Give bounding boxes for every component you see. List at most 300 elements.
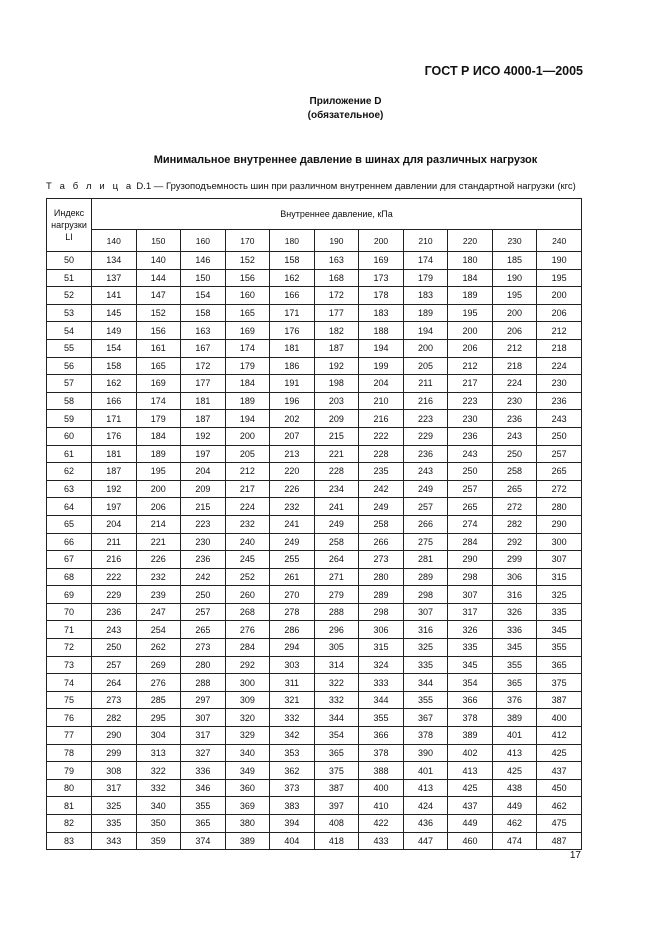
capacity-cell: 200 bbox=[537, 287, 582, 305]
capacity-cell: 282 bbox=[492, 515, 537, 533]
capacity-cell: 252 bbox=[225, 568, 270, 586]
capacity-cell: 173 bbox=[359, 269, 404, 287]
load-index-cell: 71 bbox=[47, 621, 92, 639]
capacity-cell: 292 bbox=[225, 656, 270, 674]
capacity-cell: 265 bbox=[181, 621, 226, 639]
capacity-cell: 179 bbox=[136, 410, 181, 428]
capacity-cell: 204 bbox=[359, 375, 404, 393]
capacity-cell: 344 bbox=[314, 709, 359, 727]
load-index-cell: 72 bbox=[47, 639, 92, 657]
capacity-cell: 345 bbox=[448, 656, 493, 674]
capacity-cell: 258 bbox=[314, 533, 359, 551]
capacity-cell: 232 bbox=[270, 498, 315, 516]
table-row bbox=[47, 815, 582, 833]
capacity-cell: 383 bbox=[270, 797, 315, 815]
capacity-cell: 373 bbox=[270, 779, 315, 797]
capacity-cell: 241 bbox=[270, 515, 315, 533]
capacity-cell: 224 bbox=[225, 498, 270, 516]
capacity-cell: 255 bbox=[270, 551, 315, 569]
capacity-cell: 141 bbox=[92, 287, 137, 305]
capacity-cell: 178 bbox=[359, 287, 404, 305]
capacity-cell: 257 bbox=[92, 656, 137, 674]
load-index-cell: 82 bbox=[47, 815, 92, 833]
capacity-cell: 365 bbox=[537, 656, 582, 674]
capacity-cell: 150 bbox=[181, 269, 226, 287]
table-row bbox=[47, 463, 582, 481]
capacity-cell: 184 bbox=[448, 269, 493, 287]
capacity-cell: 187 bbox=[181, 410, 226, 428]
capacity-cell: 257 bbox=[537, 445, 582, 463]
capacity-cell: 400 bbox=[537, 709, 582, 727]
capacity-cell: 340 bbox=[136, 797, 181, 815]
load-index-cell: 75 bbox=[47, 691, 92, 709]
capacity-cell: 288 bbox=[314, 603, 359, 621]
capacity-cell: 187 bbox=[92, 463, 137, 481]
load-index-cell: 61 bbox=[47, 445, 92, 463]
capacity-cell: 206 bbox=[448, 339, 493, 357]
table-row bbox=[47, 252, 582, 270]
capacity-cell: 272 bbox=[492, 498, 537, 516]
capacity-cell: 359 bbox=[136, 832, 181, 850]
capacity-cell: 194 bbox=[403, 322, 448, 340]
capacity-cell: 184 bbox=[136, 427, 181, 445]
document-standard-header: ГОСТ Р ИСО 4000-1—2005 bbox=[424, 64, 583, 78]
capacity-cell: 250 bbox=[492, 445, 537, 463]
capacity-cell: 216 bbox=[403, 392, 448, 410]
capacity-cell: 408 bbox=[314, 815, 359, 833]
capacity-cell: 194 bbox=[225, 410, 270, 428]
table-row bbox=[47, 727, 582, 745]
capacity-cell: 261 bbox=[270, 568, 315, 586]
table-row bbox=[47, 674, 582, 692]
capacity-cell: 307 bbox=[537, 551, 582, 569]
capacity-cell: 424 bbox=[403, 797, 448, 815]
capacity-cell: 192 bbox=[181, 427, 226, 445]
capacity-cell: 192 bbox=[92, 480, 137, 498]
capacity-cell: 460 bbox=[448, 832, 493, 850]
capacity-cell: 284 bbox=[225, 639, 270, 657]
capacity-cell: 295 bbox=[136, 709, 181, 727]
capacity-cell: 154 bbox=[92, 339, 137, 357]
capacity-cell: 322 bbox=[136, 762, 181, 780]
capacity-cell: 335 bbox=[92, 815, 137, 833]
capacity-cell: 365 bbox=[314, 744, 359, 762]
capacity-cell: 326 bbox=[448, 621, 493, 639]
capacity-cell: 204 bbox=[181, 463, 226, 481]
capacity-cell: 226 bbox=[270, 480, 315, 498]
capacity-cell: 462 bbox=[537, 797, 582, 815]
capacity-cell: 285 bbox=[136, 691, 181, 709]
capacity-cell: 433 bbox=[359, 832, 404, 850]
capacity-cell: 378 bbox=[448, 709, 493, 727]
capacity-cell: 264 bbox=[92, 674, 137, 692]
load-index-cell: 67 bbox=[47, 551, 92, 569]
capacity-cell: 324 bbox=[359, 656, 404, 674]
capacity-cell: 236 bbox=[492, 410, 537, 428]
load-index-cell: 60 bbox=[47, 427, 92, 445]
pressure-column-header: 150 bbox=[136, 230, 181, 252]
capacity-cell: 344 bbox=[403, 674, 448, 692]
capacity-cell: 243 bbox=[492, 427, 537, 445]
capacity-cell: 197 bbox=[92, 498, 137, 516]
capacity-cell: 140 bbox=[136, 252, 181, 270]
capacity-cell: 241 bbox=[314, 498, 359, 516]
capacity-cell: 462 bbox=[492, 815, 537, 833]
capacity-cell: 303 bbox=[270, 656, 315, 674]
capacity-cell: 387 bbox=[314, 779, 359, 797]
capacity-cell: 254 bbox=[136, 621, 181, 639]
capacity-cell: 279 bbox=[314, 586, 359, 604]
load-index-cell: 78 bbox=[47, 744, 92, 762]
capacity-cell: 305 bbox=[314, 639, 359, 657]
table-row bbox=[47, 621, 582, 639]
capacity-cell: 273 bbox=[181, 639, 226, 657]
capacity-cell: 169 bbox=[136, 375, 181, 393]
capacity-cell: 154 bbox=[181, 287, 226, 305]
capacity-cell: 200 bbox=[225, 427, 270, 445]
capacity-cell: 158 bbox=[270, 252, 315, 270]
capacity-cell: 195 bbox=[136, 463, 181, 481]
capacity-cell: 195 bbox=[448, 304, 493, 322]
pressure-column-header: 160 bbox=[181, 230, 226, 252]
capacity-cell: 230 bbox=[537, 375, 582, 393]
capacity-cell: 336 bbox=[181, 762, 226, 780]
capacity-cell: 317 bbox=[181, 727, 226, 745]
capacity-cell: 260 bbox=[225, 586, 270, 604]
capacity-cell: 422 bbox=[359, 815, 404, 833]
capacity-cell: 172 bbox=[181, 357, 226, 375]
capacity-cell: 266 bbox=[359, 533, 404, 551]
capacity-cell: 177 bbox=[181, 375, 226, 393]
capacity-cell: 186 bbox=[270, 357, 315, 375]
capacity-cell: 437 bbox=[448, 797, 493, 815]
load-index-cell: 55 bbox=[47, 339, 92, 357]
capacity-cell: 156 bbox=[136, 322, 181, 340]
capacity-cell: 236 bbox=[448, 427, 493, 445]
load-index-cell: 73 bbox=[47, 656, 92, 674]
capacity-cell: 137 bbox=[92, 269, 137, 287]
capacity-cell: 169 bbox=[225, 322, 270, 340]
capacity-cell: 222 bbox=[359, 427, 404, 445]
capacity-cell: 342 bbox=[270, 727, 315, 745]
load-index-cell: 83 bbox=[47, 832, 92, 850]
load-index-cell: 50 bbox=[47, 252, 92, 270]
capacity-cell: 171 bbox=[270, 304, 315, 322]
capacity-cell: 249 bbox=[270, 533, 315, 551]
capacity-cell: 314 bbox=[314, 656, 359, 674]
capacity-cell: 374 bbox=[181, 832, 226, 850]
capacity-cell: 315 bbox=[359, 639, 404, 657]
table-row bbox=[47, 375, 582, 393]
capacity-cell: 250 bbox=[537, 427, 582, 445]
pressure-column-header: 170 bbox=[225, 230, 270, 252]
capacity-cell: 224 bbox=[492, 375, 537, 393]
capacity-cell: 243 bbox=[448, 445, 493, 463]
capacity-cell: 425 bbox=[448, 779, 493, 797]
capacity-cell: 214 bbox=[136, 515, 181, 533]
capacity-cell: 350 bbox=[136, 815, 181, 833]
table-row bbox=[47, 533, 582, 551]
capacity-cell: 163 bbox=[181, 322, 226, 340]
capacity-cell: 271 bbox=[314, 568, 359, 586]
capacity-cell: 169 bbox=[359, 252, 404, 270]
capacity-cell: 355 bbox=[359, 709, 404, 727]
capacity-cell: 366 bbox=[448, 691, 493, 709]
section-title: Минимальное внутреннее давление в шинах для различных нагрузок bbox=[153, 154, 538, 166]
load-index-cell: 57 bbox=[47, 375, 92, 393]
capacity-cell: 206 bbox=[537, 304, 582, 322]
capacity-cell: 209 bbox=[181, 480, 226, 498]
capacity-cell: 268 bbox=[225, 603, 270, 621]
capacity-cell: 202 bbox=[270, 410, 315, 428]
capacity-cell: 182 bbox=[314, 322, 359, 340]
load-index-cell: 64 bbox=[47, 498, 92, 516]
capacity-cell: 300 bbox=[225, 674, 270, 692]
capacity-cell: 205 bbox=[225, 445, 270, 463]
capacity-cell: 236 bbox=[181, 551, 226, 569]
capacity-cell: 165 bbox=[225, 304, 270, 322]
table-body bbox=[47, 252, 582, 850]
load-index-cell: 58 bbox=[47, 392, 92, 410]
capacity-cell: 449 bbox=[492, 797, 537, 815]
capacity-cell: 313 bbox=[136, 744, 181, 762]
capacity-cell: 354 bbox=[314, 727, 359, 745]
capacity-cell: 394 bbox=[270, 815, 315, 833]
capacity-cell: 284 bbox=[448, 533, 493, 551]
capacity-cell: 299 bbox=[492, 551, 537, 569]
capacity-cell: 221 bbox=[314, 445, 359, 463]
capacity-cell: 332 bbox=[314, 691, 359, 709]
capacity-cell: 345 bbox=[492, 639, 537, 657]
table-row bbox=[47, 744, 582, 762]
appendix-title: Приложение D bbox=[309, 96, 382, 107]
capacity-cell: 311 bbox=[270, 674, 315, 692]
capacity-cell: 345 bbox=[537, 621, 582, 639]
capacity-cell: 200 bbox=[448, 322, 493, 340]
capacity-cell: 360 bbox=[225, 779, 270, 797]
table-row bbox=[47, 709, 582, 727]
capacity-cell: 257 bbox=[403, 498, 448, 516]
capacity-cell: 292 bbox=[492, 533, 537, 551]
capacity-cell: 217 bbox=[448, 375, 493, 393]
capacity-cell: 387 bbox=[537, 691, 582, 709]
capacity-cell: 438 bbox=[492, 779, 537, 797]
capacity-cell: 389 bbox=[225, 832, 270, 850]
capacity-cell: 174 bbox=[136, 392, 181, 410]
load-index-cell: 63 bbox=[47, 480, 92, 498]
table-row bbox=[47, 287, 582, 305]
capacity-cell: 378 bbox=[359, 744, 404, 762]
capacity-cell: 179 bbox=[225, 357, 270, 375]
capacity-cell: 369 bbox=[225, 797, 270, 815]
capacity-cell: 274 bbox=[448, 515, 493, 533]
capacity-cell: 168 bbox=[314, 269, 359, 287]
capacity-cell: 375 bbox=[314, 762, 359, 780]
table-row bbox=[47, 832, 582, 850]
capacity-cell: 388 bbox=[359, 762, 404, 780]
capacity-cell: 307 bbox=[403, 603, 448, 621]
capacity-cell: 190 bbox=[537, 252, 582, 270]
pressure-column-header: 180 bbox=[270, 230, 315, 252]
capacity-cell: 249 bbox=[403, 480, 448, 498]
capacity-cell: 286 bbox=[270, 621, 315, 639]
capacity-cell: 375 bbox=[537, 674, 582, 692]
capacity-cell: 187 bbox=[314, 339, 359, 357]
capacity-cell: 211 bbox=[92, 533, 137, 551]
capacity-cell: 243 bbox=[537, 410, 582, 428]
capacity-cell: 212 bbox=[537, 322, 582, 340]
capacity-cell: 410 bbox=[359, 797, 404, 815]
load-index-cell: 80 bbox=[47, 779, 92, 797]
capacity-cell: 242 bbox=[181, 568, 226, 586]
load-index-cell: 69 bbox=[47, 586, 92, 604]
capacity-cell: 247 bbox=[136, 603, 181, 621]
capacity-cell: 321 bbox=[270, 691, 315, 709]
load-index-cell: 59 bbox=[47, 410, 92, 428]
capacity-cell: 212 bbox=[225, 463, 270, 481]
capacity-cell: 355 bbox=[403, 691, 448, 709]
capacity-cell: 487 bbox=[537, 832, 582, 850]
capacity-cell: 197 bbox=[181, 445, 226, 463]
capacity-cell: 249 bbox=[314, 515, 359, 533]
capacity-cell: 270 bbox=[270, 586, 315, 604]
capacity-cell: 413 bbox=[403, 779, 448, 797]
capacity-cell: 336 bbox=[492, 621, 537, 639]
table-caption bbox=[46, 181, 576, 192]
capacity-cell: 236 bbox=[92, 603, 137, 621]
capacity-cell: 418 bbox=[314, 832, 359, 850]
pressure-column-header: 190 bbox=[314, 230, 359, 252]
table-row bbox=[47, 691, 582, 709]
capacity-cell: 257 bbox=[181, 603, 226, 621]
capacity-cell: 335 bbox=[448, 639, 493, 657]
load-index-cell: 70 bbox=[47, 603, 92, 621]
capacity-cell: 213 bbox=[270, 445, 315, 463]
capacity-cell: 167 bbox=[181, 339, 226, 357]
capacity-cell: 447 bbox=[403, 832, 448, 850]
capacity-cell: 250 bbox=[181, 586, 226, 604]
capacity-cell: 258 bbox=[359, 515, 404, 533]
capacity-cell: 401 bbox=[492, 727, 537, 745]
capacity-cell: 326 bbox=[492, 603, 537, 621]
capacity-cell: 316 bbox=[492, 586, 537, 604]
capacity-cell: 389 bbox=[492, 709, 537, 727]
pressure-column-header: 210 bbox=[403, 230, 448, 252]
capacity-cell: 289 bbox=[359, 586, 404, 604]
capacity-cell: 378 bbox=[403, 727, 448, 745]
capacity-cell: 226 bbox=[136, 551, 181, 569]
capacity-cell: 262 bbox=[136, 639, 181, 657]
capacity-cell: 158 bbox=[181, 304, 226, 322]
capacity-cell: 218 bbox=[537, 339, 582, 357]
table-row bbox=[47, 656, 582, 674]
table-row bbox=[47, 639, 582, 657]
capacity-cell: 152 bbox=[225, 252, 270, 270]
capacity-cell: 250 bbox=[92, 639, 137, 657]
capacity-cell: 204 bbox=[92, 515, 137, 533]
capacity-cell: 239 bbox=[136, 586, 181, 604]
capacity-cell: 333 bbox=[359, 674, 404, 692]
capacity-cell: 413 bbox=[492, 744, 537, 762]
capacity-cell: 222 bbox=[92, 568, 137, 586]
table-row bbox=[47, 480, 582, 498]
capacity-cell: 296 bbox=[314, 621, 359, 639]
capacity-cell: 346 bbox=[181, 779, 226, 797]
capacity-cell: 221 bbox=[136, 533, 181, 551]
capacity-cell: 162 bbox=[92, 375, 137, 393]
capacity-cell: 343 bbox=[92, 832, 137, 850]
capacity-cell: 228 bbox=[359, 445, 404, 463]
capacity-cell: 234 bbox=[314, 480, 359, 498]
capacity-cell: 365 bbox=[181, 815, 226, 833]
capacity-cell: 161 bbox=[136, 339, 181, 357]
capacity-cell: 320 bbox=[225, 709, 270, 727]
capacity-cell: 367 bbox=[403, 709, 448, 727]
capacity-cell: 449 bbox=[448, 815, 493, 833]
capacity-cell: 329 bbox=[225, 727, 270, 745]
capacity-cell: 188 bbox=[359, 322, 404, 340]
capacity-cell: 176 bbox=[92, 427, 137, 445]
table-row bbox=[47, 445, 582, 463]
capacity-cell: 280 bbox=[359, 568, 404, 586]
capacity-cell: 298 bbox=[359, 603, 404, 621]
capacity-cell: 223 bbox=[448, 392, 493, 410]
capacity-cell: 174 bbox=[225, 339, 270, 357]
capacity-cell: 340 bbox=[225, 744, 270, 762]
capacity-cell: 210 bbox=[359, 392, 404, 410]
table-row bbox=[47, 392, 582, 410]
capacity-cell: 325 bbox=[537, 586, 582, 604]
capacity-cell: 217 bbox=[225, 480, 270, 498]
capacity-cell: 189 bbox=[448, 287, 493, 305]
capacity-cell: 144 bbox=[136, 269, 181, 287]
capacity-cell: 215 bbox=[181, 498, 226, 516]
capacity-cell: 316 bbox=[403, 621, 448, 639]
capacity-cell: 276 bbox=[136, 674, 181, 692]
capacity-cell: 215 bbox=[314, 427, 359, 445]
load-index-cell: 74 bbox=[47, 674, 92, 692]
load-index-cell: 77 bbox=[47, 727, 92, 745]
capacity-cell: 243 bbox=[92, 621, 137, 639]
capacity-cell: 218 bbox=[492, 357, 537, 375]
table-row bbox=[47, 797, 582, 815]
capacity-cell: 149 bbox=[92, 322, 137, 340]
capacity-cell: 475 bbox=[537, 815, 582, 833]
capacity-cell: 306 bbox=[492, 568, 537, 586]
capacity-cell: 349 bbox=[225, 762, 270, 780]
table-row bbox=[47, 498, 582, 516]
capacity-cell: 355 bbox=[492, 656, 537, 674]
table-row bbox=[47, 515, 582, 533]
appendix-subtitle: (обязательное) bbox=[307, 110, 384, 121]
capacity-cell: 355 bbox=[537, 639, 582, 657]
capacity-cell: 266 bbox=[403, 515, 448, 533]
capacity-cell: 228 bbox=[314, 463, 359, 481]
load-index-cell: 81 bbox=[47, 797, 92, 815]
capacity-cell: 257 bbox=[448, 480, 493, 498]
capacity-cell: 294 bbox=[270, 639, 315, 657]
load-index-cell: 53 bbox=[47, 304, 92, 322]
capacity-cell: 299 bbox=[92, 744, 137, 762]
capacity-cell: 146 bbox=[181, 252, 226, 270]
capacity-cell: 230 bbox=[181, 533, 226, 551]
capacity-cell: 209 bbox=[314, 410, 359, 428]
table-row bbox=[47, 427, 582, 445]
capacity-cell: 200 bbox=[136, 480, 181, 498]
capacity-cell: 280 bbox=[181, 656, 226, 674]
capacity-cell: 236 bbox=[403, 445, 448, 463]
capacity-cell: 290 bbox=[537, 515, 582, 533]
